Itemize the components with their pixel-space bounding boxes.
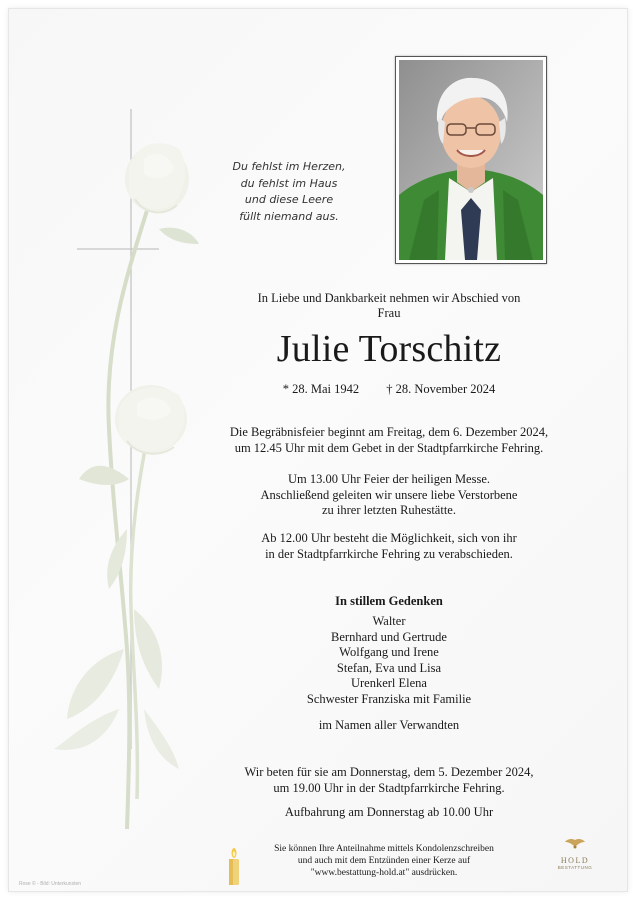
death-date: † 28. November 2024 [386,382,496,396]
condolence-note [239,843,529,879]
mourner-name: Bernhard und Gertrude [331,629,447,644]
text-line: Die Begräbnisfeier beginnt am Freitag, dem 6. Dezember 2024, [229,425,549,439]
text-line: Anschließend geleiten wir unsere liebe Verstorbene [260,487,518,502]
text-line: um 12.45 Uhr mit dem Gebet in der Stadtpfarrkirche Fehring. [234,440,544,455]
text-line: zu ihrer letzten Ruhestätte. [322,503,456,517]
text-line: um 19.00 Uhr in der Stadtpfarrkirche Fehring. [273,780,505,795]
intro-line: Frau [377,305,401,320]
poem-line: du fehlst im Haus [240,176,338,190]
poem [209,159,369,225]
poem-line: füllt niemand aus. [239,209,339,223]
footer-line: "www.bestattung-hold.at" ausdrücken. [310,868,458,878]
mourner-name: Schwester Franziska mit Familie [306,691,472,706]
mourner-name: Urenkerl Elena [350,676,427,691]
footer-line: und auch mit dem Entzünden einer Kerze auf [297,856,471,866]
hold-logo-icon [564,838,586,850]
poem-line: Du fehlst im Herzen, [232,160,346,173]
logo-subtitle: BESTATTUNG [557,865,593,870]
text-line: in der Stadtpfarrkirche Fehring zu verabschieden. [265,546,513,561]
deceased-name: Julie Torschitz [276,328,502,370]
gedenken-title: In stillem Gedenken [335,594,443,608]
aufbahrung-note: Aufbahrung am Donnerstag ab 10.00 Uhr [284,805,494,819]
mourner-name: Wolfgang und Irene [339,645,439,660]
text-line: Ab 12.00 Uhr besteht die Möglichkeit, sich von ihr [261,531,517,545]
mourner-name: Stefan, Eva und Lisa [336,660,442,675]
intro-line: In Liebe und Dankbarkeit nehmen wir Abschied von [257,291,521,305]
portrait-photo [399,60,543,260]
obituary-card [8,8,628,892]
birth-date: * 28. Mai 1942 [282,382,360,396]
funeral-paragraph-3 [199,531,579,562]
footer-line: Sie können Ihre Anteilnahme mittels Kondolenzschreiben [274,844,494,854]
mourner-name: Walter [372,614,406,628]
prayer-paragraph [199,765,579,796]
portrait-frame [395,56,547,264]
life-dates [199,382,579,397]
text-line: Um 13.00 Uhr Feier der heiligen Messe. [287,472,491,486]
mourners-list [199,614,579,708]
logo-name: HOLD [560,856,590,865]
funeral-paragraph-1 [199,425,579,456]
poem-line: und diese Leere [244,193,334,206]
image-credit: Rose © - Bild: Unterkunsten [19,881,82,887]
text-line: Wir beten für sie am Donnerstag, dem 5. Dezember 2024, [244,765,534,779]
relatives-note: im Namen aller Verwandten [318,718,460,732]
intro-text [199,291,579,320]
funeral-paragraph-2 [199,472,579,519]
hold-logo [555,837,595,870]
